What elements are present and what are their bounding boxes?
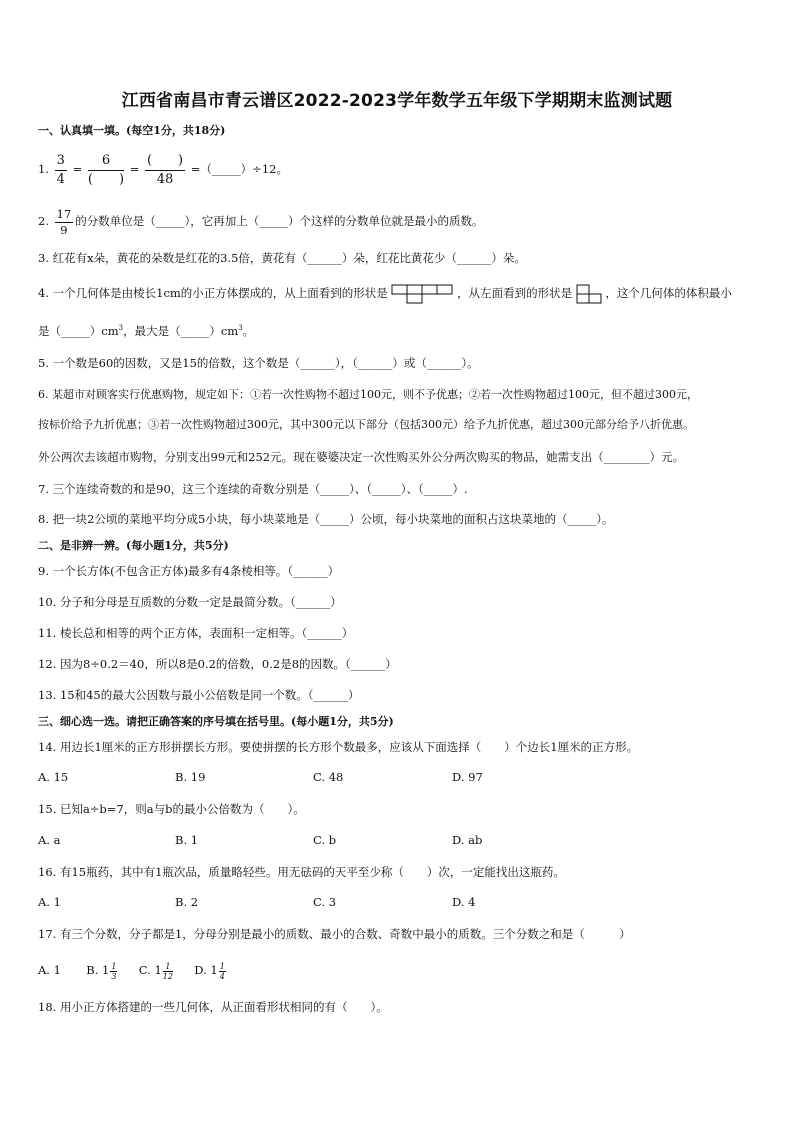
question-17: 17. 有三个分数，分子都是1，分母分别是最小的质数、最小的合数、奇数中最小的质数。三个分数之和是（ ） [38,927,631,941]
q14-option-d: D. 97 [452,770,483,784]
q14-option-a: A. 15 [38,770,69,784]
q1-f3-numerator: ( ) [145,152,185,171]
q1-tail: =（_____）÷12。 [190,162,288,176]
q14-option-b: B. 19 [175,770,206,784]
question-6-line-2: 按标价给予九折优惠；③若一次性购物超过300元，其中300元以下部分（包括300元）给予九折优惠，超过300元部分给予八折优惠。 [38,418,694,431]
question-1 [38,150,288,189]
q15-option-a: A. a [38,833,61,847]
q2-number: 2. [38,214,49,228]
q17-b-fraction [110,962,117,981]
question-4-line-1 [38,283,732,304]
q1-f2-denominator: ( ) [87,171,125,187]
q16-option-c: C. 3 [313,895,337,909]
q17-option-a: A. 1 [38,963,61,977]
q1-fraction-1 [55,152,67,189]
q1-equals-1: = [72,162,83,176]
question-12: 12. 因为8÷0.2＝40，所以8是0.2的倍数，0.2是8的因数。（______） [38,657,397,671]
q17-d-denominator: 4 [219,971,225,981]
question-4-line-2 [38,323,254,339]
q4-text-d2: ，最大是（_____）cm [123,324,239,338]
left-view-figure [576,284,602,304]
q4-text-b: ，从左面看到的形状是 [457,286,573,300]
q17-option-c: C. 1 [138,963,162,977]
section-2-heading: 二、是非辨一辨。(每小题1分，共5分) [38,539,229,552]
q17-d-fraction [219,962,226,981]
q16-option-a: A. 1 [38,895,61,909]
question-3: 3. 红花有x朵，黄花的朵数是红花的3.5倍，黄花有（______）朵，红花比黄花少（______）朵。 [38,251,526,265]
q4-text-d3: 。 [242,324,255,338]
question-18: 18. 用小正方体搭建的一些几何体，从正面看形状相同的有（ ）。 [38,1000,388,1014]
q1-fraction-3 [145,152,185,189]
question-5: 5. 一个数是60的因数，又是15的倍数，这个数是（______），（______）或（______）。 [38,356,479,370]
q16-option-d: D. 4 [452,895,476,909]
question-6-line-1: 6. 某超市对顾客实行优惠购物，规定如下：①若一次性购物不超过100元，则不予优惠；②若一次性购物超过100元，但不超过300元， [38,388,698,401]
section-1-heading: 一、认真填一填。(每空1分，共18分) [38,124,226,137]
q1-f3-denominator: 48 [156,171,174,187]
q15-option-d: D. ab [452,833,483,847]
question-15: 15. 已知a÷b=7，则a与b的最小公倍数为（ ）。 [38,802,305,816]
top-view-figure [391,284,453,304]
q17-option-d: D. 1 [194,963,218,977]
question-10: 10. 分子和分母是互质数的分数一定是最简分数。（______） [38,595,342,609]
question-16: 16. 有15瓶药，其中有1瓶次品，质量略轻些。用无砝码的天平至少称（ ）次，一定能找出这瓶药。 [38,865,565,879]
q17-b-numerator: 1 [111,961,117,971]
question-6-line-3: 外公两次去该超市购物，分别支出99元和252元。现在婆婆决定一次性购买外公分两次购买的物品，她需支出（________）元。 [38,450,685,464]
q1-equals-2: = [129,162,140,176]
q15-option-c: C. b [313,833,337,847]
q17-c-numerator: 1 [163,962,173,972]
question-11: 11. 棱长总和相等的两个正方体，表面积一定相等。（______） [38,626,354,640]
q17-c-denominator: 12 [162,971,173,981]
q4-sup-2: 3 [238,324,243,333]
q4-text-d1: 是（_____）cm [38,324,119,338]
page-title: 江西省南昌市青云谱区2022-2023学年数学五年级下学期期末监测试题 [121,91,673,111]
q1-f2-numerator: 6 [88,152,124,171]
q1-number: 1. [38,162,49,176]
q4-text-c: ，这个几何体的体积最小 [605,286,732,300]
question-14: 14. 用边长1厘米的正方形拼摆长方形。要使拼摆的长方形个数最多，应该从下面选择（ ）个边长1厘米的正方形。 [38,740,639,754]
q2-numerator: 17 [56,206,72,221]
q2-text: 的分数单位是（_____），它再加上（_____）个这样的分数单位就是最小的质数。 [75,214,484,228]
q15-option-b: B. 1 [175,833,199,847]
q4-sup-1: 3 [118,324,124,333]
q2-fraction [55,207,74,238]
q17-b-denominator: 3 [111,971,117,981]
question-7: 7. 三个连续奇数的和是90，这三个连续的奇数分别是（_____）、（_____）、（_____）. [38,482,468,496]
question-13: 13. 15和45的最大公因数与最小公倍数是同一个数。（______） [38,688,360,702]
q1-fraction-2 [88,152,124,189]
q16-option-b: B. 2 [175,895,199,909]
q4-text-a: 4. 一个几何体是由棱长1cm的小正方体摆成的，从上面看到的形状是 [38,286,388,300]
question-9: 9. 一个长方体(不包含正方体)最多有4条棱相等。（______） [38,564,340,578]
q17-options [38,958,226,982]
question-8: 8. 把一块2公顷的菜地平均分成5小块，每小块菜地是（_____）公顷，每小块菜地的面积占这块菜地的（_____）。 [38,512,614,526]
q17-option-b: B. 1 [86,963,110,977]
q2-denominator: 9 [60,222,68,237]
section-3-heading: 三、细心选一选。请把正确答案的序号填在括号里。(每小题1分，共5分) [38,715,394,728]
q14-option-c: C. 48 [313,770,344,784]
q17-c-fraction [163,962,173,981]
question-2 [38,203,484,239]
q1-f1-numerator: 3 [55,152,67,171]
q1-f1-denominator: 4 [56,171,65,187]
q17-d-numerator: 1 [219,961,225,971]
